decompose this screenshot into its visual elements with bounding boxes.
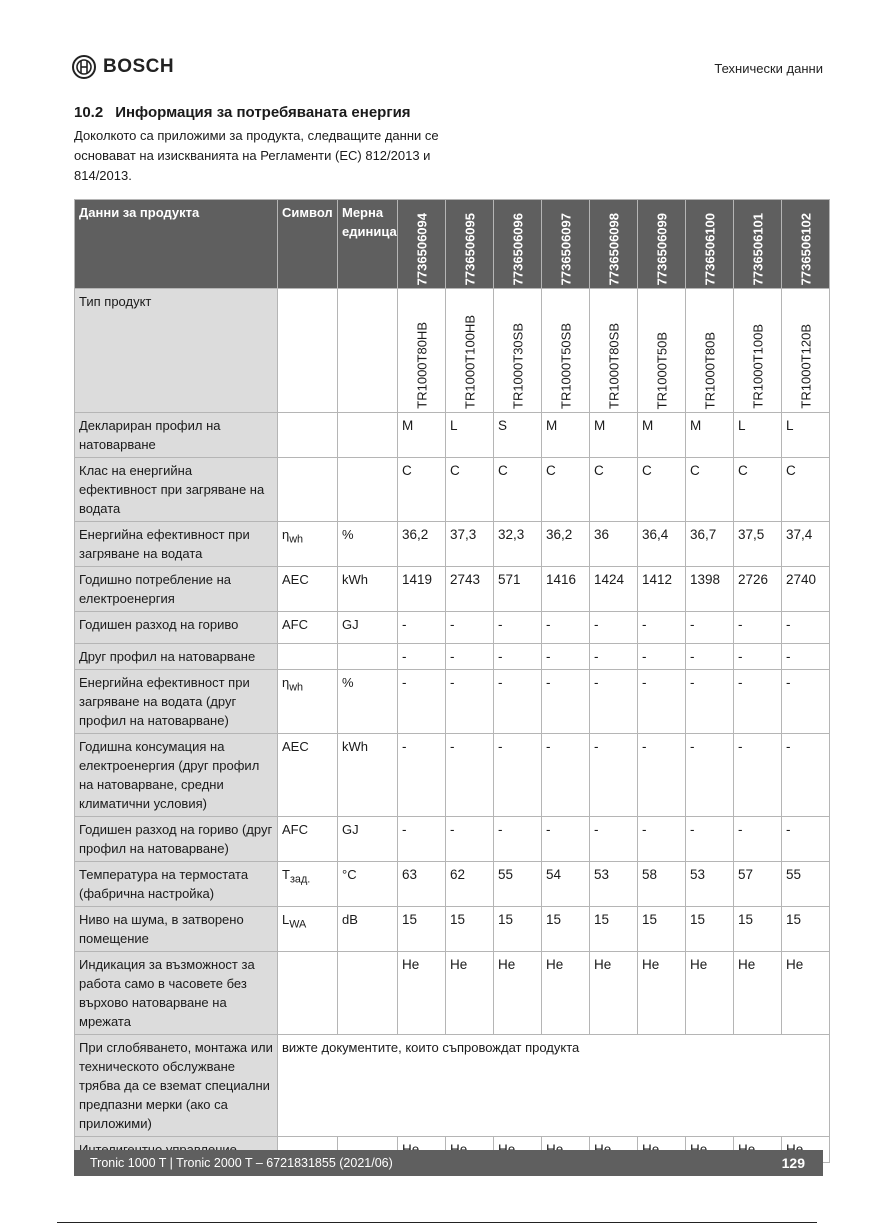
cell-value: - — [638, 733, 686, 816]
cell-value: Не — [734, 951, 782, 1034]
cell-value: Не — [782, 951, 830, 1034]
cell-value: 15 — [734, 906, 782, 951]
cell-value: - — [782, 612, 830, 644]
cell-value: 15 — [542, 906, 590, 951]
cell-model: TR1000T80SB — [590, 289, 638, 413]
row-label: Температура на термостата (фабрична настройка) — [75, 861, 278, 906]
cell-value: L — [782, 413, 830, 458]
cell-value: - — [782, 816, 830, 861]
row-label: При сглобяването, монтажа или техническото обслужване трябва да се вземат специални предпазни мерки (ако са приложими) — [75, 1034, 278, 1136]
cell-value: - — [686, 643, 734, 669]
cell-value: C — [398, 458, 446, 522]
cell-value: - — [494, 733, 542, 816]
cell-value: 53 — [686, 861, 734, 906]
cell-value: 15 — [494, 906, 542, 951]
bosch-logo — [72, 55, 174, 79]
table-row-precautions — [75, 1034, 830, 1136]
cell-value: - — [446, 612, 494, 644]
cell-value: Не — [686, 951, 734, 1034]
cell-value: - — [590, 816, 638, 861]
cell-model: TR1000T50SB — [542, 289, 590, 413]
cell-unit: GJ — [338, 816, 398, 861]
cell-value: - — [734, 669, 782, 733]
cell-value: - — [542, 816, 590, 861]
header-article: 7736506099 — [638, 200, 686, 289]
cell-value: M — [638, 413, 686, 458]
cell-symbol: AEC — [278, 733, 338, 816]
table-row — [75, 458, 830, 522]
cell-value: Не — [398, 951, 446, 1034]
cell-value: - — [686, 612, 734, 644]
row-label: Енергийна ефективност при загряване на водата (друг профил на натоварване) — [75, 669, 278, 733]
cell-value: - — [446, 669, 494, 733]
cell-symbol — [278, 413, 338, 458]
cell-value: 15 — [782, 906, 830, 951]
cell-value: 2743 — [446, 567, 494, 612]
row-label: Клас на енергийна ефективност при загряване на водата — [75, 458, 278, 522]
row-label: Друг профил на натоварване — [75, 643, 278, 669]
cell-value: 36,4 — [638, 522, 686, 567]
cell-value: - — [734, 733, 782, 816]
row-label: Енергийна ефективност при загряване на водата — [75, 522, 278, 567]
cell-value: 2726 — [734, 567, 782, 612]
header-article: 7736506094 — [398, 200, 446, 289]
cell-model: TR1000T80HB — [398, 289, 446, 413]
cell-unit: GJ — [338, 612, 398, 644]
cell-value: 53 — [590, 861, 638, 906]
header-unit: Мерна единица — [338, 200, 398, 289]
cell-value: C — [590, 458, 638, 522]
cell-value: - — [446, 816, 494, 861]
cell-unit — [338, 951, 398, 1034]
header-article: 7736506097 — [542, 200, 590, 289]
cell-value: C — [638, 458, 686, 522]
cell-value: - — [782, 643, 830, 669]
cell-model: TR1000T30SB — [494, 289, 542, 413]
cell-value: C — [542, 458, 590, 522]
table-row-product-type — [75, 289, 830, 413]
cell-value: 55 — [494, 861, 542, 906]
header-article: 7736506101 — [734, 200, 782, 289]
cell-value: 1419 — [398, 567, 446, 612]
header-product: Данни за продукта — [75, 200, 278, 289]
cell-value: C — [446, 458, 494, 522]
cell-value: 1412 — [638, 567, 686, 612]
cell-value: Не — [494, 951, 542, 1034]
cell-symbol — [278, 289, 338, 413]
cell-symbol: $\eta_{wh}$ — [278, 669, 338, 733]
section-number: 10.2 — [74, 104, 104, 121]
cell-value: C — [494, 458, 542, 522]
page-footer — [74, 1150, 823, 1176]
cell-symbol — [278, 643, 338, 669]
cell-unit — [338, 643, 398, 669]
cell-value: - — [590, 643, 638, 669]
cell-value: C — [686, 458, 734, 522]
table-row — [75, 612, 830, 644]
table-row — [75, 951, 830, 1034]
cell-value: - — [686, 816, 734, 861]
cell-value: C — [734, 458, 782, 522]
cell-value: 58 — [638, 861, 686, 906]
cell-value: 1398 — [686, 567, 734, 612]
cell-value: 1424 — [590, 567, 638, 612]
row-label: Ниво на шума, в затворено помещение — [75, 906, 278, 951]
cell-value: S — [494, 413, 542, 458]
header-symbol: Символ — [278, 200, 338, 289]
cell-value: - — [542, 612, 590, 644]
cell-value: M — [590, 413, 638, 458]
cell-note: вижте документите, които съпровождат продукта — [278, 1034, 830, 1136]
brand-name: BOSCH — [103, 56, 175, 77]
table-row — [75, 413, 830, 458]
section-heading: Технически данни — [714, 61, 823, 76]
cell-value: M — [398, 413, 446, 458]
cell-symbol: AFC — [278, 612, 338, 644]
cell-value: 36,7 — [686, 522, 734, 567]
cell-value: - — [590, 733, 638, 816]
cell-value: 15 — [446, 906, 494, 951]
cell-value: Не — [638, 951, 686, 1034]
table-row — [75, 522, 830, 567]
cell-value: 57 — [734, 861, 782, 906]
cell-value: 36,2 — [398, 522, 446, 567]
cell-value: 2740 — [782, 567, 830, 612]
cell-value: Не — [590, 951, 638, 1034]
cell-value: - — [590, 669, 638, 733]
cell-model: TR1000T100HB — [446, 289, 494, 413]
section-title — [74, 104, 411, 121]
row-label: Тип продукт — [75, 289, 278, 413]
row-label: Индикация за възможност за работа само в часовете без върхово натоварване на мрежата — [75, 951, 278, 1034]
cell-value: 1416 — [542, 567, 590, 612]
header-article: 7736506100 — [686, 200, 734, 289]
table-row — [75, 861, 830, 906]
cell-value: - — [446, 643, 494, 669]
cell-value: 63 — [398, 861, 446, 906]
cell-symbol: $\eta_{wh}$ — [278, 522, 338, 567]
cell-value: - — [494, 669, 542, 733]
cell-value: - — [542, 643, 590, 669]
cell-value: - — [398, 643, 446, 669]
cell-value: - — [686, 669, 734, 733]
cell-unit: % — [338, 522, 398, 567]
table-row — [75, 669, 830, 733]
cell-model: TR1000T100B — [734, 289, 782, 413]
cell-value: - — [734, 816, 782, 861]
table-row — [75, 567, 830, 612]
cell-value: 55 — [782, 861, 830, 906]
cell-value: 37,5 — [734, 522, 782, 567]
cell-value: - — [494, 816, 542, 861]
cell-value: - — [398, 733, 446, 816]
cell-value: 15 — [398, 906, 446, 951]
cell-value: 62 — [446, 861, 494, 906]
table-row — [75, 733, 830, 816]
cell-value: 36 — [590, 522, 638, 567]
row-label: Годишен разход на гориво (друг профил на натоварване) — [75, 816, 278, 861]
cell-value: - — [446, 733, 494, 816]
cell-unit — [338, 289, 398, 413]
cell-value: 15 — [590, 906, 638, 951]
cell-value: - — [734, 643, 782, 669]
cell-unit: kWh — [338, 567, 398, 612]
row-label: Деклариран профил на натоварване — [75, 413, 278, 458]
cell-value: 36,2 — [542, 522, 590, 567]
header-article: 7736506102 — [782, 200, 830, 289]
cell-model: TR1000T120B — [782, 289, 830, 413]
cell-unit: kWh — [338, 733, 398, 816]
cell-unit: °C — [338, 861, 398, 906]
header-row — [75, 200, 830, 289]
table-row — [75, 906, 830, 951]
cell-symbol: $T_{зад.}$ — [278, 861, 338, 906]
cell-value: 571 — [494, 567, 542, 612]
cell-value: - — [398, 669, 446, 733]
cell-value: 37,4 — [782, 522, 830, 567]
cell-value: - — [638, 612, 686, 644]
cell-value: - — [638, 816, 686, 861]
header-article: 7736506096 — [494, 200, 542, 289]
cell-model: TR1000T80B — [686, 289, 734, 413]
cell-value: C — [782, 458, 830, 522]
cell-symbol: AEC — [278, 567, 338, 612]
cell-value: - — [686, 733, 734, 816]
cell-value: - — [398, 612, 446, 644]
row-label: Годишна консумация на електроенергия (друг профил на натоварване, средни климатични условия) — [75, 733, 278, 816]
row-label: Годишен разход на гориво — [75, 612, 278, 644]
cell-value: 15 — [686, 906, 734, 951]
table-row — [75, 816, 830, 861]
cell-symbol — [278, 458, 338, 522]
cell-value: L — [446, 413, 494, 458]
cell-value: Не — [446, 951, 494, 1034]
cell-value: - — [638, 669, 686, 733]
header-article: 7736506095 — [446, 200, 494, 289]
cell-value: - — [542, 733, 590, 816]
cell-symbol — [278, 951, 338, 1034]
cell-symbol: $L_{WA}$ — [278, 906, 338, 951]
cell-unit: dB — [338, 906, 398, 951]
bottom-divider — [57, 1222, 817, 1223]
cell-value: - — [494, 643, 542, 669]
cell-value: Не — [542, 951, 590, 1034]
cell-value: M — [686, 413, 734, 458]
cell-value: - — [542, 669, 590, 733]
cell-unit: % — [338, 669, 398, 733]
cell-value: 37,3 — [446, 522, 494, 567]
cell-value: - — [638, 643, 686, 669]
bosch-armature-icon — [72, 55, 96, 79]
cell-unit — [338, 413, 398, 458]
page-header — [72, 55, 823, 83]
header-article: 7736506098 — [590, 200, 638, 289]
cell-value: 15 — [638, 906, 686, 951]
cell-value: - — [782, 733, 830, 816]
cell-model: TR1000T50B — [638, 289, 686, 413]
row-label: Годишно потребление на електроенергия — [75, 567, 278, 612]
page-number: 129 — [781, 1155, 805, 1171]
cell-value: 32,3 — [494, 522, 542, 567]
section-title-text: Информация за потребяваната енергия — [115, 104, 411, 121]
cell-value: 54 — [542, 861, 590, 906]
cell-value: L — [734, 413, 782, 458]
table-row — [75, 643, 830, 669]
cell-value: - — [398, 816, 446, 861]
cell-symbol: AFC — [278, 816, 338, 861]
footer-text: Tronic 1000 T | Tronic 2000 T – 6721831855 (2021/06) — [90, 1156, 393, 1170]
intro-paragraph: Доколкото са приложими за продукта, следващите данни се основават на изискванията на Регламенти (ЕС) 812/2013 и 814/2013. — [74, 128, 439, 183]
cell-value: M — [542, 413, 590, 458]
cell-value: - — [590, 612, 638, 644]
cell-unit — [338, 458, 398, 522]
cell-value: - — [494, 612, 542, 644]
cell-value: - — [734, 612, 782, 644]
cell-value: - — [782, 669, 830, 733]
energy-data-table — [74, 199, 830, 1163]
